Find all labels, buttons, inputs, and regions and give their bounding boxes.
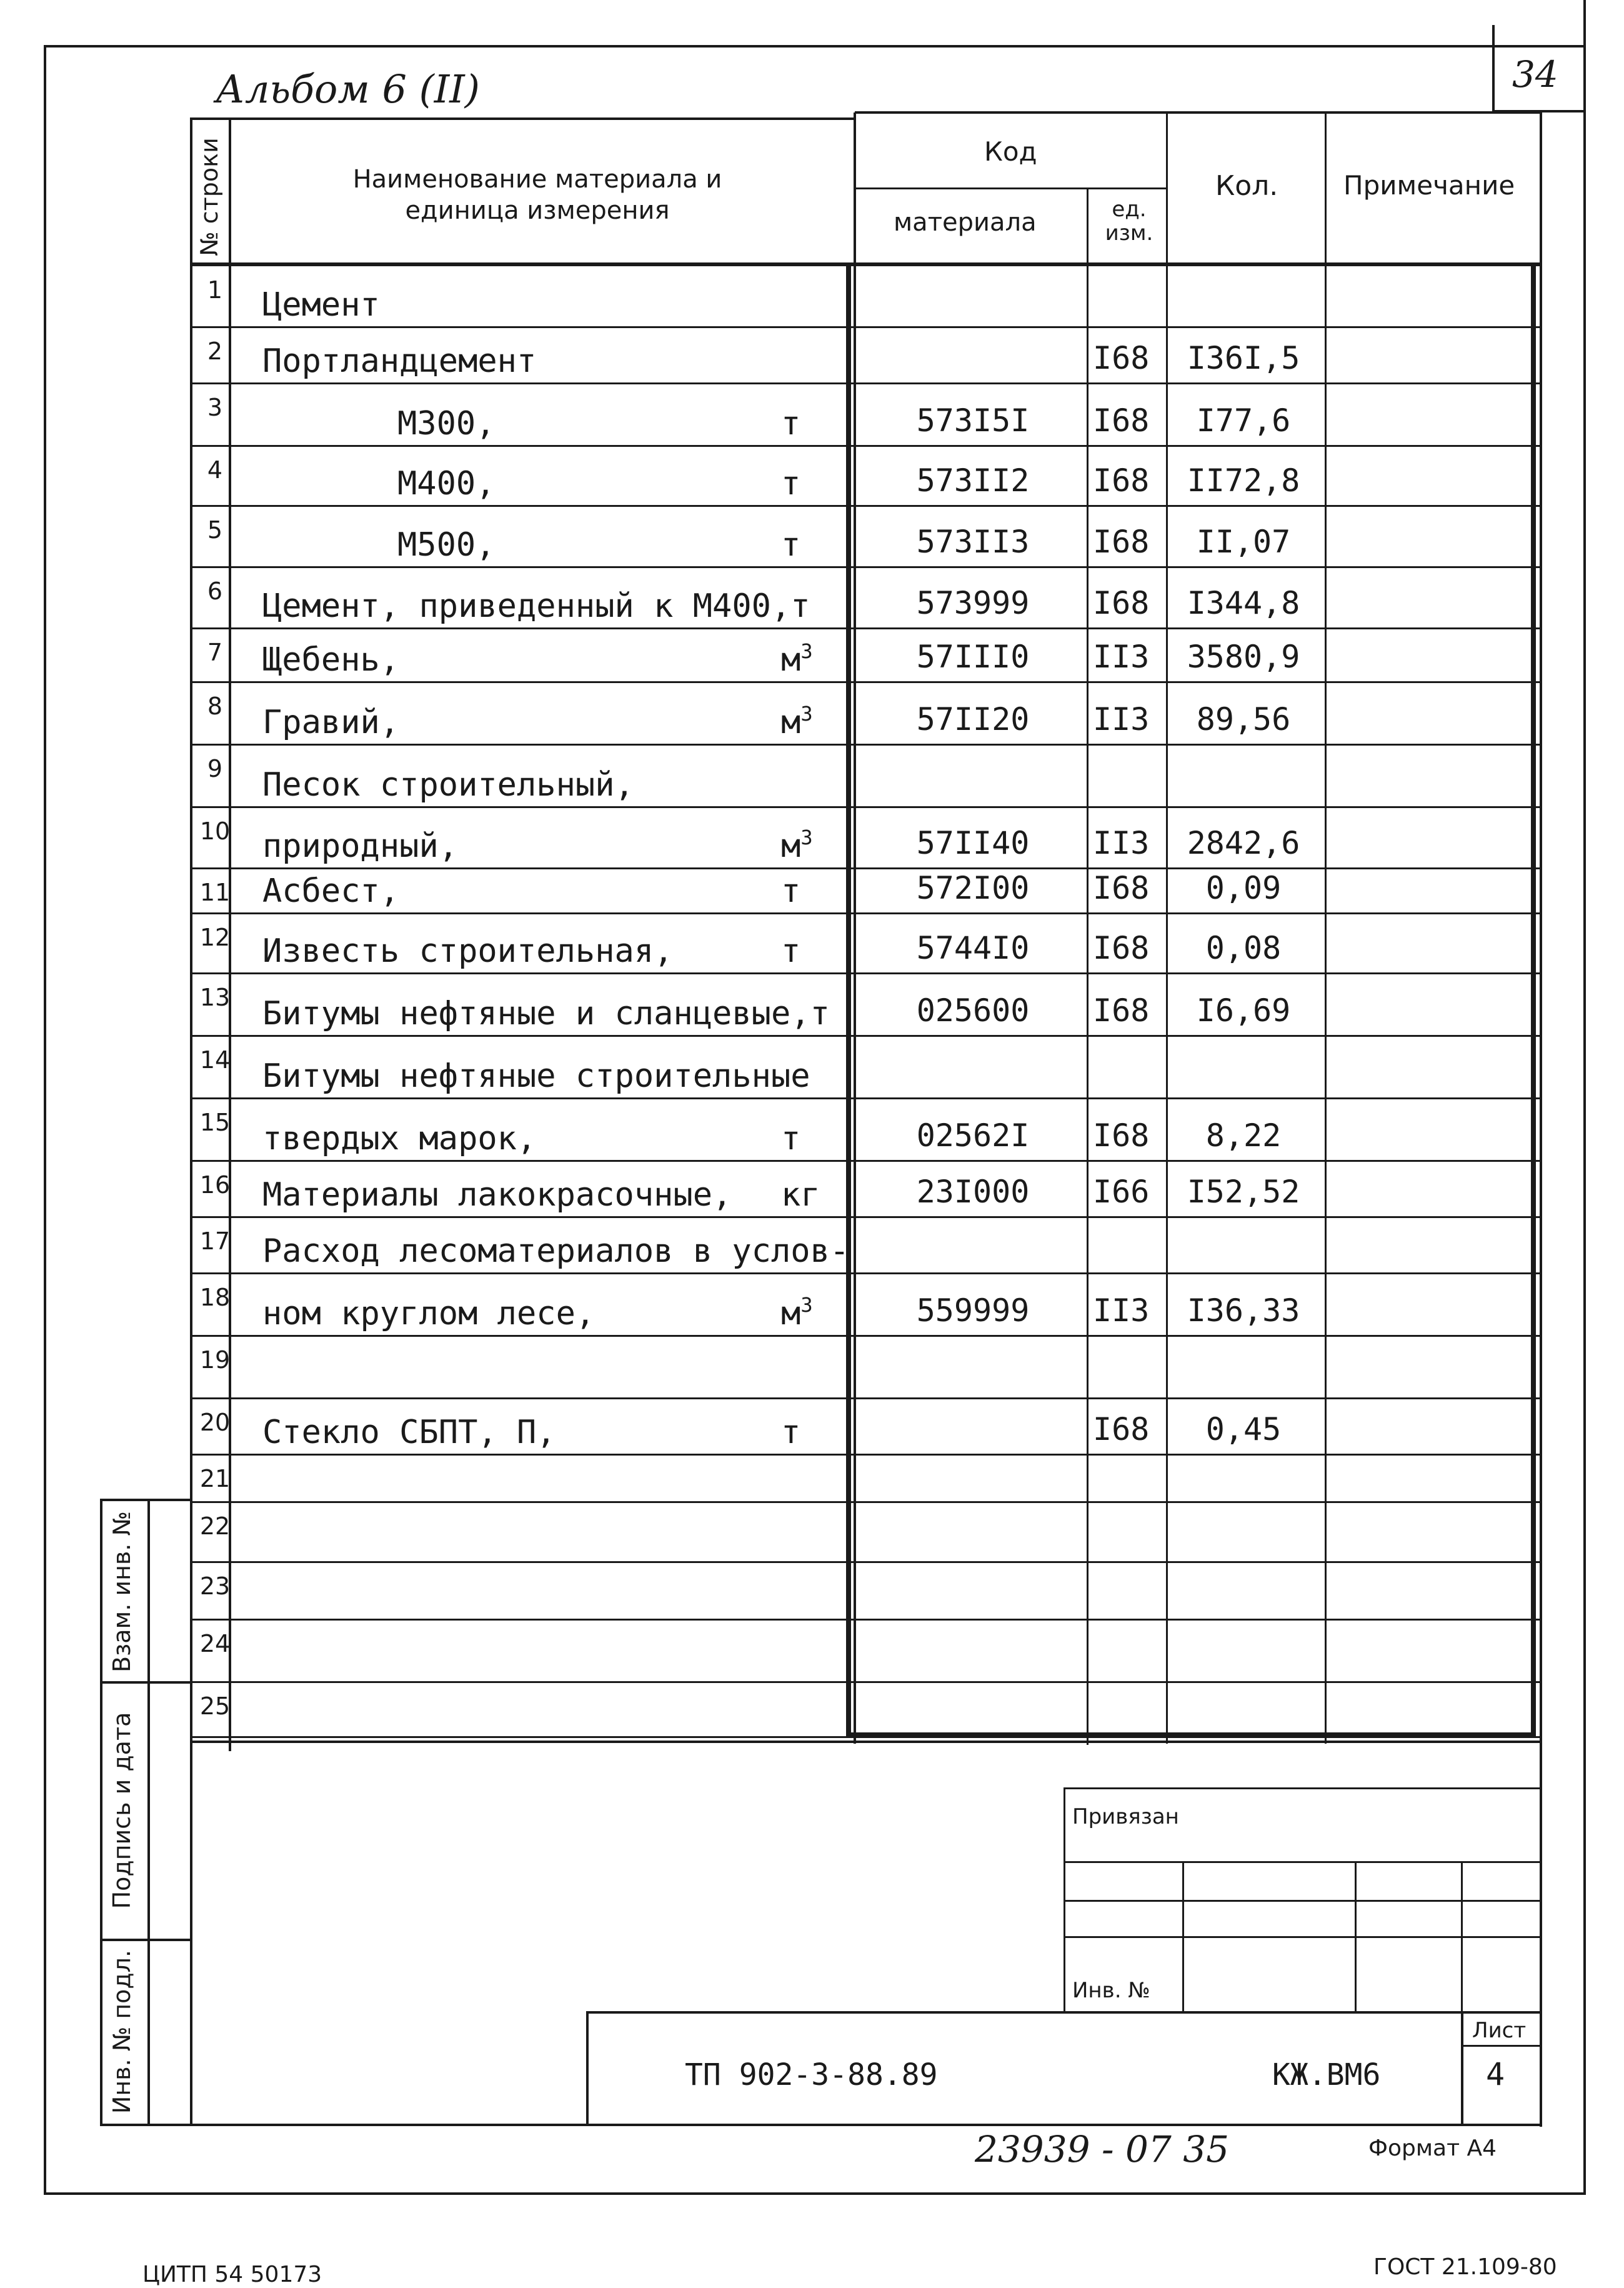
table-row-separator xyxy=(190,1397,1542,1399)
row-unit: т xyxy=(781,526,801,564)
footer-handwritten-number: 23939 - 07 35 xyxy=(975,2128,1230,2171)
header-note-left xyxy=(1325,112,1327,1744)
side-label-podpis: Подпись и дата xyxy=(108,1712,136,1909)
row-number: 14 xyxy=(199,1046,231,1074)
row-number: 19 xyxy=(199,1346,231,1374)
table-row-separator xyxy=(190,912,1542,914)
table-row-separator xyxy=(190,1681,1542,1683)
stamp-inv-no: Инв. № xyxy=(1072,1978,1150,2003)
corner-box-left xyxy=(1492,25,1495,112)
row-material-code: 573II3 xyxy=(916,524,1030,560)
row-unit: т xyxy=(781,872,801,910)
row-number: 15 xyxy=(199,1109,231,1136)
row-material-code: 573999 xyxy=(916,585,1030,621)
row-number: 20 xyxy=(199,1409,231,1436)
table-row-separator xyxy=(190,1035,1542,1037)
row-number: 5 xyxy=(207,516,223,544)
row-material-code: 5744I0 xyxy=(916,930,1030,966)
row-unit-base: $м^3$ xyxy=(781,702,813,741)
row-material-name: Щебень, xyxy=(262,641,400,679)
row-number: 13 xyxy=(199,984,231,1011)
row-material-name: Известь строительная, xyxy=(262,932,674,970)
row-material-name: Битумы нефтяные строительные xyxy=(262,1057,810,1095)
row-unit-code: I68 xyxy=(1093,992,1150,1029)
row-material-name: Песок строительный, xyxy=(262,766,634,804)
row-material-name: Портландцемент xyxy=(262,342,537,380)
row-number: 18 xyxy=(199,1284,231,1311)
frame-top xyxy=(44,45,1586,47)
side-strip-right xyxy=(147,1500,150,2126)
row-material-code: 57II40 xyxy=(916,825,1030,861)
row-quantity: 3580,9 xyxy=(1187,639,1300,675)
form-header-top-2 xyxy=(855,111,1542,114)
row-material-code: 23I000 xyxy=(916,1174,1030,1210)
table-row-separator xyxy=(190,1454,1542,1456)
row-quantity: II,07 xyxy=(1196,524,1291,560)
stamp-sheet-label: Лист xyxy=(1472,2018,1527,2043)
album-label: Альбом 6 (II) xyxy=(216,66,480,112)
row-number: 3 xyxy=(207,394,223,421)
row-material-code: 572I00 xyxy=(916,870,1030,906)
privyazan-col-2 xyxy=(1355,1862,1357,2012)
header-name xyxy=(294,164,781,226)
row-unit: т xyxy=(781,1414,801,1451)
row-material-code: 57III0 xyxy=(916,639,1030,675)
row-material-name: Стекло СБПТ, П, xyxy=(262,1414,556,1451)
table-row-separator xyxy=(190,1561,1542,1563)
stamp-sheet-number: 4 xyxy=(1486,2056,1505,2092)
table-row-separator xyxy=(190,326,1542,328)
row-unit xyxy=(781,704,813,741)
frame-right xyxy=(1583,0,1586,2195)
titleblock-sheet-mid xyxy=(1461,2045,1542,2047)
privyazan-row-1 xyxy=(1064,1861,1542,1863)
table-row-separator xyxy=(190,1216,1542,1218)
row-material-code: 573II2 xyxy=(916,462,1030,499)
row-number: 21 xyxy=(199,1465,231,1492)
block-thick-right xyxy=(1531,262,1536,1737)
row-quantity: 0,08 xyxy=(1205,930,1282,966)
row-unit xyxy=(781,827,813,865)
row-quantity: I52,52 xyxy=(1187,1174,1300,1210)
header-note: Примечание xyxy=(1343,170,1515,201)
row-quantity: I77,6 xyxy=(1196,402,1291,439)
row-quantity: 0,09 xyxy=(1205,870,1282,906)
row-quantity: I36I,5 xyxy=(1187,340,1300,376)
header-row-no: № строки xyxy=(196,137,223,256)
row-unit-code: I68 xyxy=(1093,524,1150,560)
header-code-material: материала xyxy=(894,208,1037,237)
row-unit-code: I66 xyxy=(1093,1174,1150,1210)
table-row-separator xyxy=(190,1335,1542,1337)
row-number: 4 xyxy=(207,456,223,484)
row-number: 12 xyxy=(199,924,231,951)
privyazan-col-3 xyxy=(1461,1862,1463,2012)
frame-bottom xyxy=(44,2192,1586,2195)
stamp-doc-code: ТП 902-3-88.89 xyxy=(685,2057,938,2092)
row-unit xyxy=(781,1295,813,1332)
table-row-separator xyxy=(190,1097,1542,1099)
side-strip-left xyxy=(100,1500,102,2126)
row-unit-code: II3 xyxy=(1093,639,1150,675)
row-material-name: природный, xyxy=(262,827,459,865)
table-row-separator xyxy=(190,806,1542,808)
footer-format: Формат А4 xyxy=(1368,2136,1497,2161)
table-row-separator xyxy=(190,505,1542,507)
form-left xyxy=(190,120,192,2126)
row-quantity: I344,8 xyxy=(1187,585,1300,621)
row-unit-code: I68 xyxy=(1093,930,1150,966)
row-number: 6 xyxy=(207,577,223,605)
row-unit-code: I68 xyxy=(1093,340,1150,376)
side-label-vzam: Взам. инв. № xyxy=(108,1511,136,1673)
row-unit-code: I68 xyxy=(1093,462,1150,499)
header-code-unit xyxy=(1092,197,1166,245)
side-label-inv-podl: Инв. № подл. xyxy=(108,1949,136,2114)
privyazan-row-2 xyxy=(1064,1900,1542,1902)
table-row-separator xyxy=(190,1736,1542,1738)
row-material-name: ном круглом лесе, xyxy=(262,1295,595,1332)
row-number: 23 xyxy=(199,1572,231,1600)
row-quantity: I6,69 xyxy=(1196,992,1291,1029)
row-number: 9 xyxy=(207,755,223,782)
stamp-bottom xyxy=(190,2124,1542,2126)
row-number: 2 xyxy=(207,337,223,365)
row-number: 22 xyxy=(199,1512,231,1540)
row-unit-code: II3 xyxy=(1093,701,1150,737)
header-name-right xyxy=(854,112,856,1744)
table-row-separator xyxy=(190,972,1542,974)
row-number: 16 xyxy=(199,1171,231,1199)
row-quantity: 8,22 xyxy=(1205,1117,1282,1154)
row-number: 24 xyxy=(199,1630,231,1657)
frame-left xyxy=(44,45,46,2195)
form-right xyxy=(1540,111,1542,2127)
table-row-separator xyxy=(190,566,1542,568)
header-quantity: Кол. xyxy=(1215,170,1278,202)
row-material-name: М500, xyxy=(397,526,496,564)
titleblock-sheet-left xyxy=(1461,2012,1463,2126)
row-unit: кг xyxy=(781,1176,820,1214)
table-row-separator xyxy=(190,867,1542,869)
table-row-separator xyxy=(190,1272,1542,1274)
row-unit-code: II3 xyxy=(1093,825,1150,861)
row-number: 10 xyxy=(199,817,231,845)
row-quantity: I36,33 xyxy=(1187,1292,1300,1329)
table-row-separator xyxy=(190,1160,1542,1162)
row-material-name: Гравий, xyxy=(262,704,400,741)
row-quantity: II72,8 xyxy=(1187,462,1300,499)
row-quantity: 2842,6 xyxy=(1187,825,1300,861)
row-number: 17 xyxy=(199,1227,231,1255)
sheet-corner-number: 34 xyxy=(1512,53,1558,96)
block-thick-left xyxy=(846,262,851,1737)
row-material-name: М400, xyxy=(397,465,496,502)
header-name-text: Наименование материала и единица измерения xyxy=(352,165,722,225)
row-material-name: Цемент xyxy=(262,286,380,324)
row-material-name: Материалы лакокрасочные, xyxy=(262,1176,732,1214)
row-material-name: твердых марок, xyxy=(262,1120,537,1157)
stamp-doc-mark: КЖ.ВМ6 xyxy=(1272,2057,1381,2092)
row-unit-base: $м^3$ xyxy=(781,826,813,865)
header-code-group: Код xyxy=(984,136,1037,167)
row-unit: т xyxy=(781,1120,801,1157)
titleblock-left xyxy=(586,2011,589,2126)
footer-gost: ГОСТ 21.109-80 xyxy=(1373,2254,1557,2280)
row-number: 11 xyxy=(199,879,231,906)
table-row-separator xyxy=(190,1501,1542,1503)
table-row-separator xyxy=(190,681,1542,683)
table-row-separator xyxy=(190,1619,1542,1621)
row-material-name: Цемент, приведенный к М400,т xyxy=(262,587,810,625)
row-unit xyxy=(781,641,813,679)
row-unit: т xyxy=(781,405,801,442)
stamp-privyazan: Привязан xyxy=(1072,1804,1179,1829)
header-bottom xyxy=(190,262,1542,266)
row-unit: т xyxy=(781,465,801,502)
row-unit-code: I68 xyxy=(1093,870,1150,906)
header-code-unit-text: ед. изм. xyxy=(1105,197,1153,246)
row-material-code: 02562I xyxy=(916,1117,1030,1154)
row-number: 8 xyxy=(207,692,223,720)
footer-left-code: ЦИТП 54 50173 xyxy=(142,2262,322,2287)
row-material-name: Расход лесоматериалов в услов- xyxy=(262,1232,850,1270)
titleblock-top xyxy=(586,2011,1542,2014)
row-unit-code: I68 xyxy=(1093,585,1150,621)
row-quantity: 0,45 xyxy=(1205,1411,1282,1447)
header-code-mid xyxy=(854,187,1167,189)
row-material-name: М300, xyxy=(397,405,496,442)
row-unit-code: I68 xyxy=(1093,1117,1150,1154)
row-material-code: 57II20 xyxy=(916,701,1030,737)
row-material-code: 573I5I xyxy=(916,402,1030,439)
row-material-code: 559999 xyxy=(916,1292,1030,1329)
row-number: 25 xyxy=(199,1692,231,1720)
table-row-separator xyxy=(190,627,1542,629)
stamp-area-top xyxy=(190,1741,1542,1743)
row-unit-base: $м^3$ xyxy=(781,639,813,679)
row-material-name: Асбест, xyxy=(262,872,400,910)
table-row-separator xyxy=(190,445,1542,447)
row-material-code: 025600 xyxy=(916,992,1030,1029)
privyazan-col-1 xyxy=(1182,1862,1184,2012)
row-unit-code: I68 xyxy=(1093,1411,1150,1447)
privyazan-top xyxy=(1064,1787,1542,1789)
table-row-separator xyxy=(190,744,1542,746)
row-material-name: Битумы нефтяные и сланцевые,т xyxy=(262,995,830,1032)
row-number: 7 xyxy=(207,639,223,666)
row-unit-code: II3 xyxy=(1093,1292,1150,1329)
row-quantity: 89,56 xyxy=(1196,701,1291,737)
row-number: 1 xyxy=(207,276,223,304)
form-header-top xyxy=(190,117,855,120)
privyazan-row-3 xyxy=(1064,1936,1542,1938)
table-row-separator xyxy=(190,382,1542,384)
row-unit: т xyxy=(781,932,801,970)
row-unit-base: $м^3$ xyxy=(781,1293,813,1332)
row-unit-code: I68 xyxy=(1093,402,1150,439)
